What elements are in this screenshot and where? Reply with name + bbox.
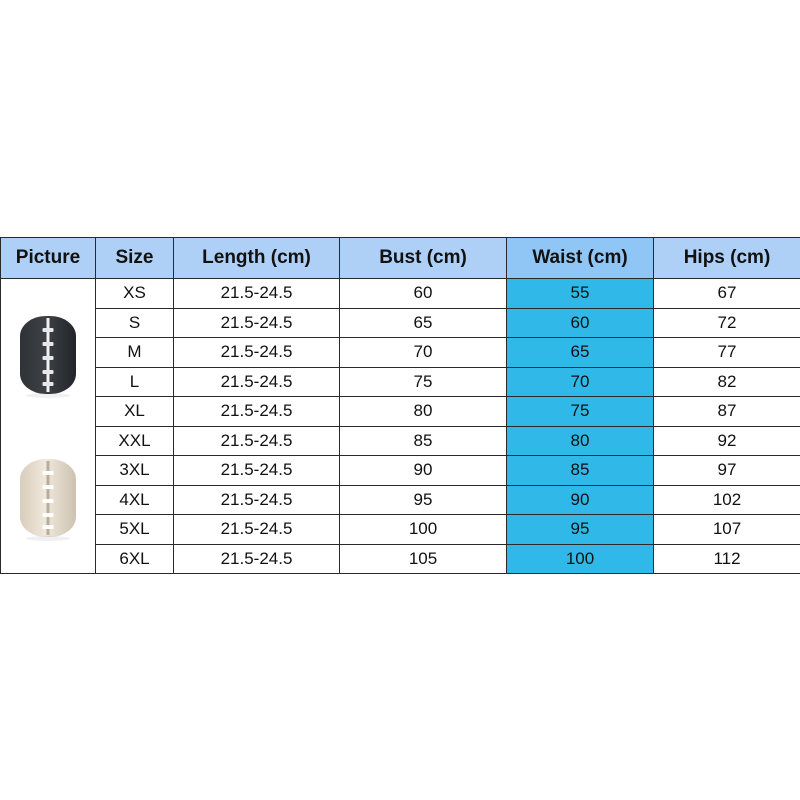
cell-hips: 87 [654,397,800,427]
picture-cell [1,279,96,574]
table-row [1,338,800,368]
header-row [1,238,800,279]
cell-hips: 82 [654,367,800,397]
cell-waist: 85 [507,456,654,486]
header-bust: Bust (cm) [340,238,507,279]
cell-bust: 105 [340,544,507,574]
cell-hips: 67 [654,279,800,309]
cell-length: 21.5-24.5 [174,279,340,309]
header-length: Length (cm) [174,238,340,279]
cell-bust: 95 [340,485,507,515]
cell-hips: 92 [654,426,800,456]
cell-length: 21.5-24.5 [174,515,340,545]
table-row [1,367,800,397]
table-row [1,308,800,338]
header-picture: Picture [1,238,96,279]
cell-hips: 107 [654,515,800,545]
corset-light-icon [20,459,76,537]
cell-waist: 65 [507,338,654,368]
cell-length: 21.5-24.5 [174,397,340,427]
cell-length: 21.5-24.5 [174,544,340,574]
cell-waist: 95 [507,515,654,545]
header-waist: Waist (cm) [507,238,654,279]
size-chart-table [0,237,800,574]
cell-size: 5XL [96,515,174,545]
cell-size: L [96,367,174,397]
cell-length: 21.5-24.5 [174,485,340,515]
cell-size: S [96,308,174,338]
cell-length: 21.5-24.5 [174,338,340,368]
cell-length: 21.5-24.5 [174,426,340,456]
cell-length: 21.5-24.5 [174,456,340,486]
cell-waist: 60 [507,308,654,338]
cell-hips: 72 [654,308,800,338]
cell-waist: 80 [507,426,654,456]
cell-size: 4XL [96,485,174,515]
cell-waist: 70 [507,367,654,397]
cell-size: XL [96,397,174,427]
cell-length: 21.5-24.5 [174,308,340,338]
cell-size: 6XL [96,544,174,574]
table-row [1,485,800,515]
table-row [1,544,800,574]
cell-waist: 75 [507,397,654,427]
table-body [1,279,800,574]
header-size: Size [96,238,174,279]
product-image-stack [1,279,95,573]
table-row [1,397,800,427]
cell-size: M [96,338,174,368]
table-row [1,456,800,486]
table-row [1,515,800,545]
cell-size: XXL [96,426,174,456]
cell-bust: 65 [340,308,507,338]
cell-size: 3XL [96,456,174,486]
cell-hips: 102 [654,485,800,515]
header-hips: Hips (cm) [654,238,800,279]
cell-waist: 100 [507,544,654,574]
cell-bust: 60 [340,279,507,309]
cell-bust: 85 [340,426,507,456]
cell-hips: 77 [654,338,800,368]
cell-size: XS [96,279,174,309]
cell-bust: 75 [340,367,507,397]
cell-bust: 90 [340,456,507,486]
table-row [1,426,800,456]
cell-waist: 90 [507,485,654,515]
corset-dark-icon [20,316,76,394]
cell-length: 21.5-24.5 [174,367,340,397]
cell-bust: 70 [340,338,507,368]
cell-bust: 80 [340,397,507,427]
cell-hips: 97 [654,456,800,486]
cell-waist: 55 [507,279,654,309]
table-row [1,279,800,309]
cell-hips: 112 [654,544,800,574]
cell-bust: 100 [340,515,507,545]
table-header [1,238,800,279]
